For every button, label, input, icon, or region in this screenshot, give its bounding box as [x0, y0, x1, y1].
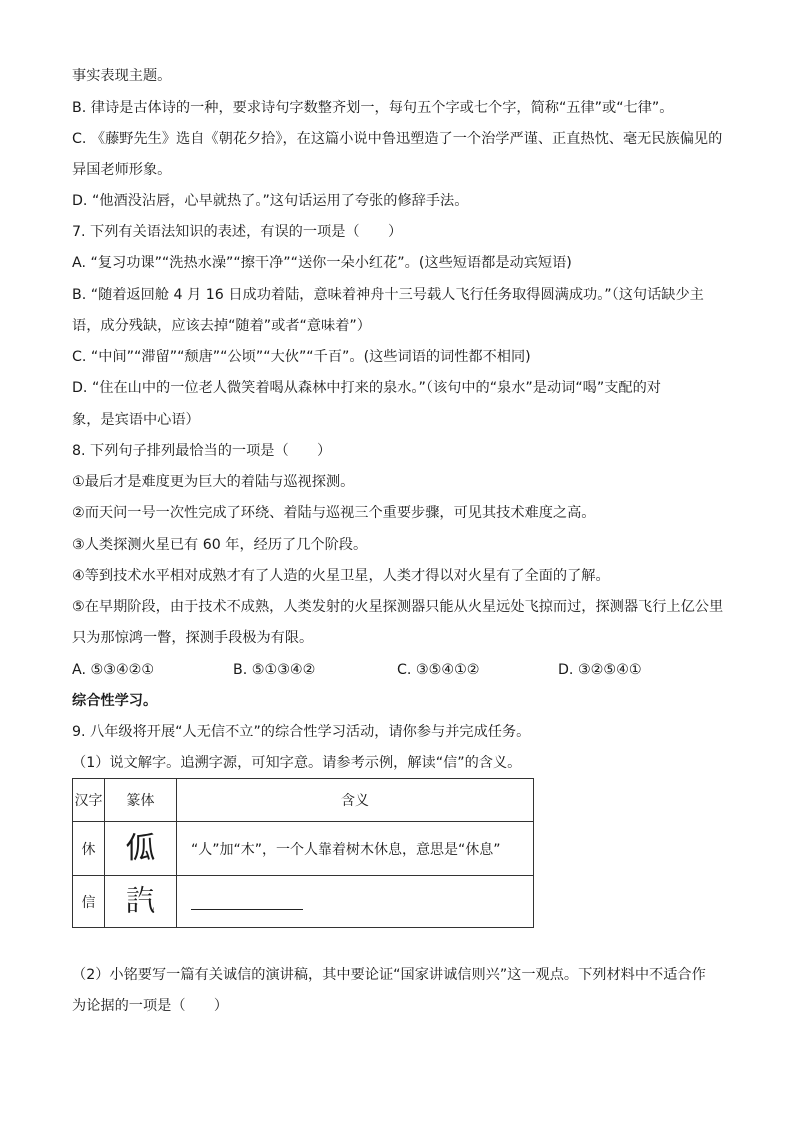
option-c-line: C. 《藤野先生》选自《朝花夕拾》，在这篇小说中鲁迅塑造了一个治学严谨、正直热忱、毫无民族偏见的	[72, 131, 723, 147]
seal-script-glyph: 𧥷	[105, 876, 177, 928]
text-line: 异国老师形象。	[72, 162, 172, 178]
table-header-row	[73, 779, 534, 822]
question-9-part-1: （1）说文解字。追溯字源，可知字意。请参考示例，解读“信”的含义。	[72, 755, 522, 771]
section-title: 综合性学习。	[72, 693, 158, 709]
table-header: 汉字	[73, 779, 105, 822]
answer-blank[interactable]	[191, 893, 303, 910]
text-line: 事实表现主题。	[72, 68, 172, 84]
table-header: 含义	[177, 779, 534, 822]
option-d-line: D. “他酒没沾唇，心早就热了。”这句话运用了夸张的修辞手法。	[72, 193, 469, 209]
sentence-5: ⑤在早期阶段，由于技术不成熟，人类发射的火星探测器只能从火星远处飞掠而过，探测器飞行上亿公里	[72, 599, 724, 615]
option-d: D. ③②⑤④①	[558, 662, 642, 678]
option-a-line: A. “复习功课”“洗热水澡”“擦干净”“送你一朵小红花”。(这些短语都是动宾短语)	[72, 255, 572, 271]
option-b-line: B. 律诗是古体诗的一种，要求诗句字数整齐划一，每句五个字或七个字，简称“五律”或“七律”。	[72, 100, 674, 116]
table-header: 篆体	[105, 779, 177, 822]
table-cell-char: 信	[73, 876, 105, 928]
text-line: 为论据的一项是（ ）	[72, 998, 229, 1014]
option-c-line: C. “中间”“滞留”“颓唐”“公顷”“大伙”“千百”。(这些词语的词性都不相同)	[72, 349, 531, 365]
sentence-3: ③人类探测火星已有 60 年，经历了几个阶段。	[72, 537, 368, 553]
sentence-4: ④等到技术水平相对成熟才有了人造的火星卫星，人类才得以对火星有了全面的了解。	[72, 568, 610, 584]
answer-options	[72, 660, 722, 680]
table-cell-meaning: “人”加“木”，一个人靠着树木休息，意思是“休息”	[177, 822, 534, 876]
sentence-1: ①最后才是难度更为巨大的着陆与巡视探测。	[72, 474, 355, 490]
seal-script-glyph: 𠇗	[105, 822, 177, 876]
option-b: B. ⑤①③④②	[233, 662, 316, 678]
option-c: C. ③⑤④①②	[397, 662, 480, 678]
table-cell-char: 休	[73, 822, 105, 876]
question-9-part-2: （2）小铭要写一篇有关诚信的演讲稿，其中要论证“国家讲诚信则兴”这一观点。下列材料中不适合作	[72, 967, 706, 983]
option-d-line: D. “住在山中的一位老人微笑着喝从森林中打来的泉水。”（该句中的“泉水”是动词“喝”支配的对	[72, 380, 661, 396]
sentence-2: ②而天问一号一次性完成了环绕、着陆与巡视三个重要步骤，可见其技术难度之高。	[72, 505, 596, 521]
text-line: 语，成分残缺，应该去掉“随着”或者“意味着”）	[72, 318, 371, 334]
option-a: A. ⑤③④②①	[72, 662, 155, 678]
question-7: 7. 下列有关语法知识的表述，有误的一项是（ ）	[72, 224, 403, 240]
text-line: 象，是宾语中心语）	[72, 412, 200, 428]
character-table	[72, 778, 534, 928]
option-b-line: B. “随着返回舱 4 月 16 日成功着陆，意味着神舟十三号载人飞行任务取得圆满成功。”（这句话缺少主	[72, 287, 704, 303]
question-9: 9. 八年级将开展“人无信不立”的综合性学习活动，请你参与并完成任务。	[72, 724, 531, 740]
table-row	[73, 822, 534, 876]
question-8: 8. 下列句子排列最恰当的一项是（ ）	[72, 443, 332, 459]
table-row	[73, 876, 534, 928]
answer-blank-cell[interactable]	[177, 876, 534, 928]
text-line: 只为那惊鸿一瞥，探测手段极为有限。	[72, 630, 314, 646]
